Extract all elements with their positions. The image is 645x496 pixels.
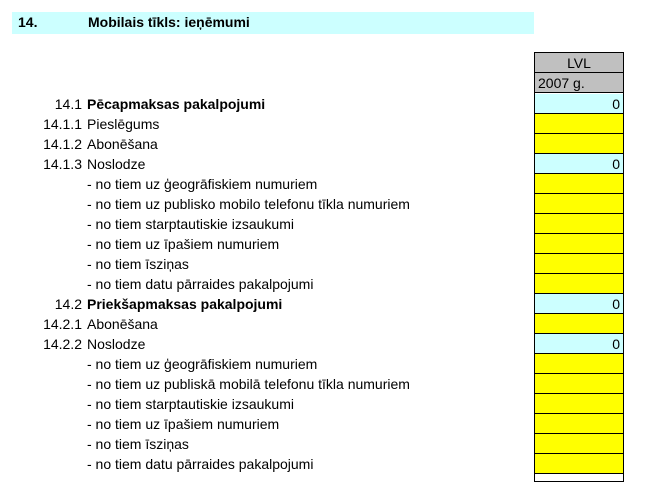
total-cell: 0 xyxy=(535,294,623,314)
row-label: - no tiem īsziņas xyxy=(87,436,189,452)
total-cell: 0 xyxy=(535,154,623,174)
row-number: 14.2 xyxy=(54,296,82,312)
input-cell[interactable] xyxy=(535,374,623,394)
table-row xyxy=(0,134,645,154)
row-label: - no tiem datu pārraides pakalpojumi xyxy=(87,276,314,292)
row-number: 14.1.1 xyxy=(43,116,82,132)
row-label: - no tiem uz īpašiem numuriem xyxy=(87,236,280,252)
input-cell[interactable] xyxy=(535,454,623,474)
table-row xyxy=(0,154,645,174)
row-label: - no tiem uz īpašiem numuriem xyxy=(87,416,280,432)
row-label: - no tiem starptautiskie izsaukumi xyxy=(87,396,294,412)
table-row xyxy=(0,374,645,394)
table-row xyxy=(0,214,645,234)
table-row xyxy=(0,394,645,414)
row-number: 14.1.2 xyxy=(43,136,82,152)
row-label: - no tiem uz ģeogrāfiskiem numuriem xyxy=(87,356,318,372)
row-label: Pieslēgums xyxy=(87,116,160,132)
total-cell: 0 xyxy=(535,334,623,354)
input-cell[interactable] xyxy=(535,354,623,374)
row-number: 14.1.3 xyxy=(43,156,82,172)
table-row xyxy=(0,454,645,474)
row-label: Noslodze xyxy=(87,336,146,352)
row-label: - no tiem starptautiskie izsaukumi xyxy=(87,216,294,232)
section-title: Mobilais tīkls: ieņēmumi xyxy=(88,14,250,30)
row-number: 14.2.1 xyxy=(43,316,82,332)
table-row xyxy=(0,114,645,134)
input-cell[interactable] xyxy=(535,394,623,414)
input-cell[interactable] xyxy=(535,274,623,294)
table-row xyxy=(0,434,645,454)
input-cell[interactable] xyxy=(535,134,623,154)
section-number: 14. xyxy=(18,14,38,30)
row-label: - no tiem īsziņas xyxy=(87,256,189,272)
input-cell[interactable] xyxy=(535,414,623,434)
input-cell[interactable] xyxy=(535,214,623,234)
unit-header-cell: LVL xyxy=(535,53,623,73)
table-row xyxy=(0,354,645,374)
total-cell: 0 xyxy=(535,94,623,114)
row-label: Abonēšana xyxy=(87,316,158,332)
table-row xyxy=(0,254,645,274)
input-cell[interactable] xyxy=(535,234,623,254)
table-row xyxy=(0,274,645,294)
row-number: 14.2.2 xyxy=(43,336,82,352)
table-row xyxy=(0,234,645,254)
input-cell[interactable] xyxy=(535,254,623,274)
row-label: - no tiem datu pārraides pakalpojumi xyxy=(87,456,314,472)
input-cell[interactable] xyxy=(535,194,623,214)
row-label: - no tiem uz publiskā mobilā telefonu tīkla numuriem xyxy=(87,376,410,392)
input-cell[interactable] xyxy=(535,434,623,454)
row-label: - no tiem uz publisko mobilo telefonu tīkla numuriem xyxy=(87,196,410,212)
table-row xyxy=(0,174,645,194)
row-label: Pēcapmaksas pakalpojumi xyxy=(87,96,266,112)
table-row xyxy=(0,314,645,334)
table-row xyxy=(0,94,645,114)
row-label: Noslodze xyxy=(87,156,146,172)
row-label: Abonēšana xyxy=(87,136,158,152)
table-row xyxy=(0,414,645,434)
input-cell[interactable] xyxy=(535,114,623,134)
input-cell[interactable] xyxy=(535,174,623,194)
table-row xyxy=(0,334,645,354)
year-header-cell: 2007 g. xyxy=(535,73,623,93)
table-row xyxy=(0,294,645,314)
row-label: Priekšapmaksas pakalpojumi xyxy=(87,296,283,312)
input-cell[interactable] xyxy=(535,314,623,334)
row-label: - no tiem uz ģeogrāfiskiem numuriem xyxy=(87,176,318,192)
row-number: 14.1 xyxy=(54,96,82,112)
table-row xyxy=(0,194,645,214)
